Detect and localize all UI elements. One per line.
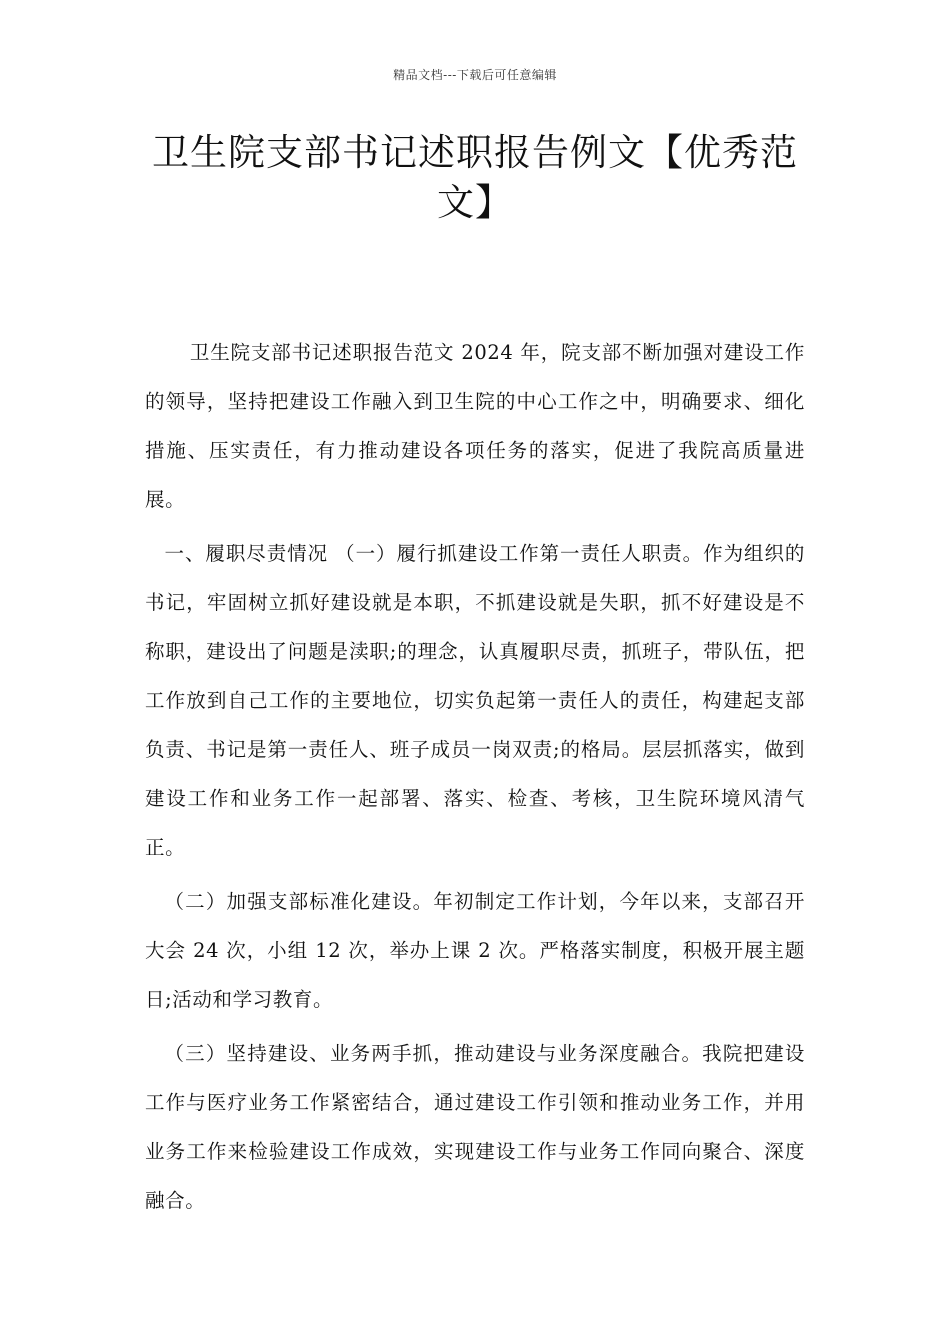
document-title: 卫生院支部书记述职报告例文【优秀范文】 xyxy=(152,131,798,224)
header-note: 精品文档---下载后可任意编辑 xyxy=(393,68,557,82)
document-body xyxy=(145,328,805,1230)
paragraph-section-1: 一、履职尽责情况 （一）履行抓建设工作第一责任人职责。作为组织的书记，牢固树立抓好建设就是本职，不抓建设就是失职，抓不好建设是不称职，建设出了问题是渎职;的理念，认真履职尽责，抓班子，带队伍，把工作放到自己工作的主要地位，切实负起第一责任人的责任，构建起支部负责、书记是第一责任人、班子成员一岗双责;的格局。层层抓落实，做到建设工作和业务工作一起部署、落实、检查、考核，卫生院环境风清气正。 xyxy=(145,542,805,859)
paragraph-section-3: （三）坚持建设、业务两手抓，推动建设与业务深度融合。我院把建设工作与医疗业务工作紧密结合，通过建设工作引领和推动业务工作，并用业务工作来检验建设工作成效，实现建设工作与业务工作同向聚合、深度融合。 xyxy=(145,1042,805,1212)
paragraph-intro: 卫生院支部书记述职报告范文 2024 年，院支部不断加强对建设工作的领导，坚持把建设工作融入到卫生院的中心工作之中，明确要求、细化措施、压实责任，有力推动建设各项任务的落实，促进了我院高质量进展。 xyxy=(145,341,805,511)
paragraph-section-2: （二）加强支部标准化建设。年初制定工作计划，今年以来，支部召开大会 24 次，小组 12 次，举办上课 2 次。严格落实制度，积极开展主题日;活动和学习教育。 xyxy=(145,890,805,1011)
